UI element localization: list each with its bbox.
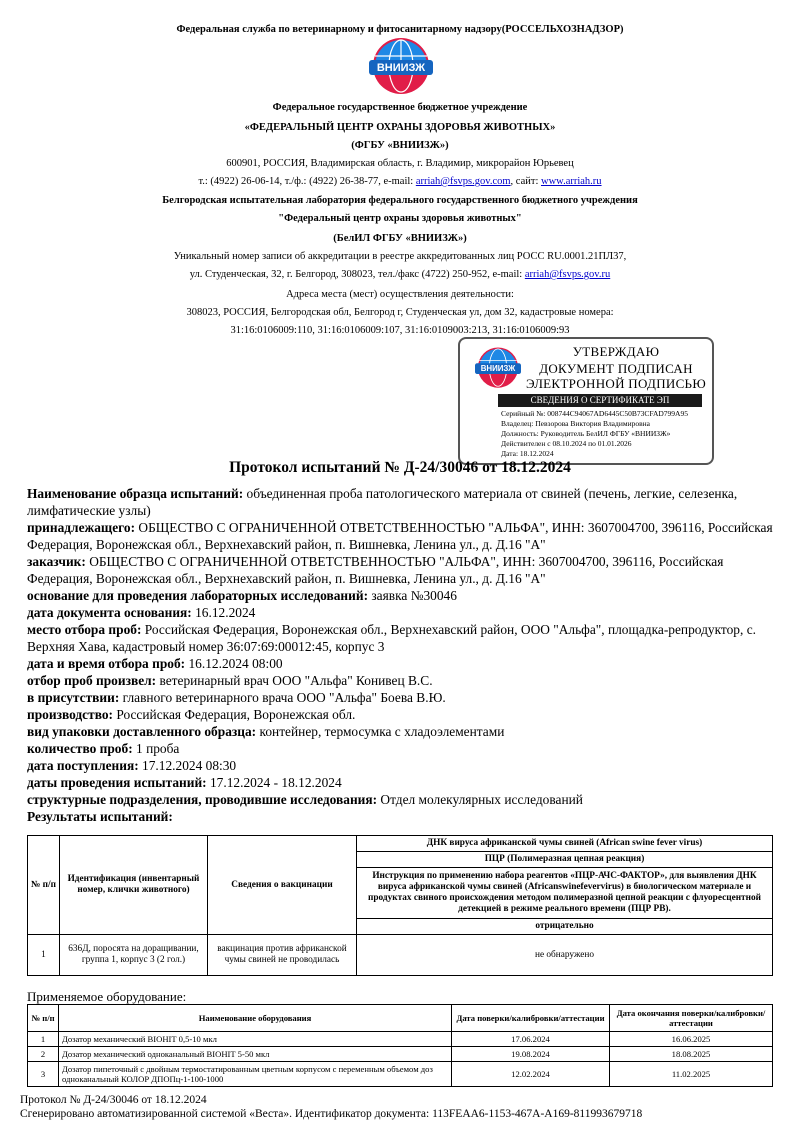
eq-end: 18.08.2025	[610, 1047, 773, 1062]
stamp-serial: Серийный №: 008744C94067AD6445C50B73CFAD799A95	[501, 409, 688, 418]
table-row	[28, 1062, 773, 1087]
eq-col-end: Дата окончания поверки/калибровки/аттестации	[610, 1005, 773, 1032]
col-header-vaccination: Сведения о вакцинации	[208, 836, 357, 935]
activity-title: Адреса места (мест) осуществления деятельности:	[286, 289, 514, 300]
institution-short: (ФГБУ «ВНИИЗЖ»)	[351, 140, 449, 151]
lab-line1: Белгородская испытательная лаборатория федерального государственного бюджетного учреждения	[162, 195, 638, 206]
stamp-date: Дата: 18.12.2024	[501, 449, 554, 458]
stamp-logo-text: ВНИИЗЖ	[480, 364, 516, 374]
table-row	[28, 935, 773, 976]
cadastral-numbers: 31:16:0106009:110, 31:16:0106009:107, 31:16:0109003:213, 31:16:0106009:93	[230, 325, 570, 336]
field-sampled-by: отбор проб произвел: ветеринарный врач ООО "Альфа" Конивец В.С.	[27, 673, 433, 688]
agency-title: Федеральная служба по ветеринарному и фитосанитарному надзору(РОССЕЛЬХОЗНАДЗОР)	[176, 24, 624, 35]
disease-header: ДНК вируса африканской чумы свиней (African swine fever virus)	[357, 836, 773, 852]
footer-generated: Сгенерировано автоматизированной системой «Веста». Идентификатор документа: 113FEAA6-1153-467A-A169-811993679718	[20, 1108, 643, 1120]
norm-header: отрицательно	[357, 919, 773, 935]
lab-email-link[interactable]: arriah@fsvps.gov.ru	[524, 269, 611, 280]
field-sample-name: Наименование образца испытаний: объединенная проба патологического материала от свиней (печень, легкие, селезенка, лимфатические узлы)	[27, 486, 738, 518]
stamp-cert-header: СВЕДЕНИЯ О СЕРТИФИКАТЕ ЭП	[498, 394, 702, 407]
lab-short: (БелИЛ ФГБУ «ВНИИЗЖ»)	[333, 233, 467, 244]
eq-col-num: № п/п	[28, 1005, 59, 1032]
footer-protocol: Протокол № Д-24/30046 от 18.12.2024	[20, 1094, 207, 1106]
eq-end: 11.02.2025	[610, 1062, 773, 1087]
eq-num: 3	[28, 1062, 59, 1087]
institution-address: 600901, РОССИЯ, Владимирская область, г. Владимир, микрорайон Юрьевец	[226, 158, 574, 169]
col-header-id: Идентификация (инвентарный номер, клички животного)	[60, 836, 208, 935]
row-num: 1	[28, 935, 60, 976]
site-link[interactable]: www.arriah.ru	[541, 176, 602, 187]
field-basis: основание для проведения лабораторных исследований: заявка №30046	[27, 588, 457, 603]
phone-text: т.: (4922) 26-06-14, т./ф.: (4922) 26-38-77, e-mail:	[198, 176, 416, 187]
logo-text: ВНИИЗЖ	[376, 62, 426, 74]
field-customer: заказчик: ОБЩЕСТВО С ОГРАНИЧЕННОЙ ОТВЕТСТВЕННОСТЬЮ "АЛЬФА", ИНН: 3607004700, 396116, Российская Федерация, Воронежская обл., Верхнехавский район, п. Вишневка, Ленина ул., д. Д.16 "А"	[27, 554, 724, 586]
table-row	[28, 1047, 773, 1062]
site-prefix: , сайт:	[510, 176, 541, 187]
row-result: не обнаружено	[357, 935, 773, 976]
eq-date: 19.08.2024	[452, 1047, 610, 1062]
field-basis-date: дата документа основания: 16.12.2024	[27, 605, 256, 620]
row-identification: 636Д, поросята на доращивании, группа 1, корпус 3 (2 гол.)	[60, 935, 208, 976]
activity-address: 308023, РОССИЯ, Белгородская обл, Белгород г, Студенческая ул, дом 32, кадастровые номера:	[186, 307, 614, 318]
field-sampling-place: место отбора проб: Российская Федерация, Воронежская обл., Верхнехавский район, ООО "Альфа", площадка-репродуктор, с. Верхняя Хава, кадастровый номер 36:07:69:00012:45, корпус 3	[27, 622, 756, 654]
equipment-caption: Применяемое оборудование:	[27, 989, 187, 1004]
stamp-logo	[470, 346, 526, 392]
equipment-table	[27, 1004, 773, 1087]
lab-address: ул. Студенческая, 32, г. Белгород, 308023, тел./факс (4722) 250-952, e-mail:	[189, 269, 525, 280]
stamp-signed: ДОКУМЕНТ ПОДПИСАН	[539, 361, 693, 376]
eq-num: 2	[28, 1047, 59, 1062]
protocol-title: Протокол испытаний № Д-24/30046 от 18.12.2024	[229, 459, 571, 476]
stamp-position: Должность: Руководитель БелИЛ ФГБУ «ВНИИЗЖ»	[501, 429, 671, 438]
lab-address-line	[0, 269, 800, 281]
eq-col-name: Наименование оборудования	[59, 1005, 452, 1032]
eq-name: Дозатор механический одноканальный BIOHIT 5-50 мкл	[59, 1047, 452, 1062]
stamp-owner: Владелец: Певзорова Виктория Владимировна	[501, 419, 650, 428]
table-row	[28, 1032, 773, 1047]
eq-end: 16.06.2025	[610, 1032, 773, 1047]
email-link[interactable]: arriah@fsvps.gov.com	[415, 176, 511, 187]
field-production: производство: Российская Федерация, Воронежская обл.	[27, 707, 356, 722]
eq-name: Дозатор пипеточный с двойным термостатированным цветным корпусом с переменным объемом доз одноканальный КОЛОР ДПОПц-1-100-1000	[59, 1062, 452, 1087]
stamp-valid: Действителен с 08.10.2024 по 01.01.2026	[501, 439, 632, 448]
table-row	[28, 1005, 773, 1032]
lab-line2: "Федеральный центр охраны здоровья животных"	[278, 213, 522, 224]
col-header-num: № п/п	[28, 836, 60, 935]
eq-date: 17.06.2024	[452, 1032, 610, 1047]
eq-num: 1	[28, 1032, 59, 1047]
institution-type: Федеральное государственное бюджетное учреждение	[272, 102, 528, 113]
eq-name: Дозатор механический BIOHIT 0,5-10 мкл	[59, 1032, 452, 1047]
field-departments: структурные подразделения, проводившие исследования: Отдел молекулярных исследований	[27, 792, 583, 807]
field-owner: принадлежащего: ОБЩЕСТВО С ОГРАНИЧЕННОЙ ОТВЕТСТВЕННОСТЬЮ "АЛЬФА", ИНН: 3607004700, 396116, Российская Федерация, Воронежская обл., Верхнехавский район, п. Вишневка, Ленина ул., д. Д.16 "А"	[27, 520, 773, 552]
field-packaging: вид упаковки доставленного образца: контейнер, термосумка с хладоэлементами	[27, 724, 505, 739]
eq-date: 12.02.2024	[452, 1062, 610, 1087]
contacts-line	[0, 176, 800, 188]
eq-col-date: Дата поверки/калибровки/аттестации	[452, 1005, 610, 1032]
sample-info	[27, 485, 777, 825]
field-results-heading: Результаты испытаний:	[27, 809, 173, 824]
field-presence: в присутствии: главного ветеринарного врача ООО "Альфа" Боева В.Ю.	[27, 690, 446, 705]
instruction-header: Инструкция по применению набора реагентов «ПЦР-АЧС-ФАКТОР», для выявления ДНК вируса африканской чумы свиней (Africanswinefevervirus) в биологическом материале и продуктах свиного происхождения методом полимеразной цепной реакции с флуоресцентной детекцией в режиме реального времени (ПЦР РВ).	[357, 868, 773, 919]
accreditation: Уникальный номер записи об аккредитации в реестре аккредитованных лиц РОСС RU.0001.21ПЛ37,	[173, 251, 627, 262]
table-row	[28, 836, 773, 852]
institution-name: «ФЕДЕРАЛЬНЫЙ ЦЕНТР ОХРАНЫ ЗДОРОВЬЯ ЖИВОТНЫХ»	[244, 122, 556, 133]
e-signature-stamp	[458, 337, 714, 465]
stamp-approve: УТВЕРЖДАЮ	[572, 344, 660, 359]
field-received: дата поступления: 17.12.2024 08:30	[27, 758, 237, 773]
field-sampling-datetime: дата и время отбора проб: 16.12.2024 08:00	[27, 656, 283, 671]
stamp-electronic: ЭЛЕКТРОННОЙ ПОДПИСЬЮ	[526, 376, 706, 391]
method-header: ПЦР (Полимеразная цепная реакция)	[357, 852, 773, 868]
results-table	[27, 835, 773, 976]
vniizzh-logo	[365, 36, 437, 100]
field-test-dates: даты проведения испытаний: 17.12.2024 - 18.12.2024	[27, 775, 342, 790]
field-sample-count: количество проб: 1 проба	[27, 741, 180, 756]
row-vaccination: вакцинация против африканской чумы свиней не проводилась	[208, 935, 357, 976]
